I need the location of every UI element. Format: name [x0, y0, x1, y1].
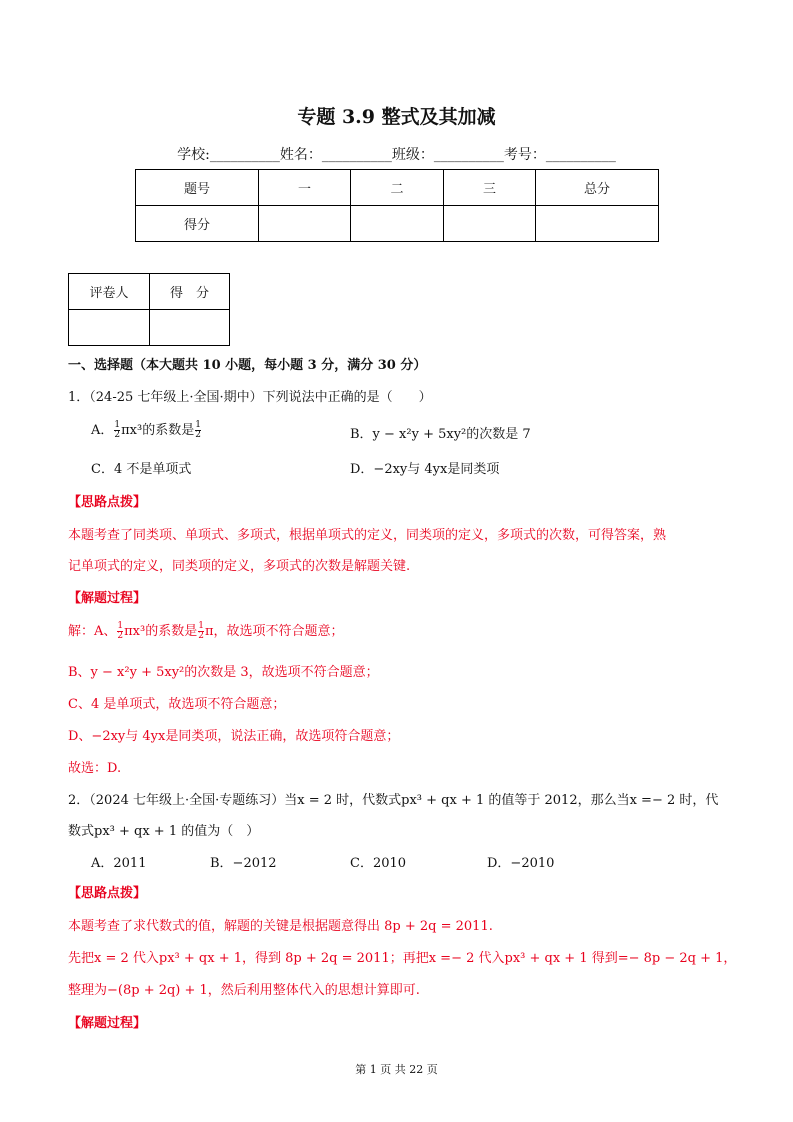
hint-text: 记单项式的定义，同类项的定义，多项式的次数是解题关键.: [68, 559, 411, 574]
question-2-option-c: C．2010: [350, 856, 407, 871]
question-2-stem: 2．（2024 七年级上·全国·专题练习）当x = 2 时，代数式px³ + qx + 1 的值等于 2012，那么当x =− 2 时，代: [68, 793, 719, 808]
score-cell[interactable]: [444, 206, 536, 242]
hint-label: 【思路点拨】: [68, 495, 147, 510]
hint-text: 本题考查了求代数式的值，解题的关键是根据题意得出 8p + 2q = 2011.: [68, 919, 493, 934]
solution-label: 【解题过程】: [68, 1016, 147, 1031]
solution-line: 故选：D.: [68, 761, 122, 776]
score-table: [135, 169, 659, 242]
score-header-cell: 总分: [536, 170, 659, 206]
solution-line: 解：A、 $\frac{1}{2}$ πx³的系数是 $\frac{1}{2}$ π，故选项不符合题意；: [68, 621, 344, 641]
grader-cell[interactable]: [69, 310, 150, 346]
solution-line: B、y − x²y + 5xy²的次数是 3，故选项不符合题意；: [68, 665, 379, 680]
question-1-option-b: B．y − x²y + 5xy²的次数是 7: [350, 427, 531, 442]
score-header-cell: 二: [351, 170, 444, 206]
solution-label: 【解题过程】: [68, 591, 147, 606]
score-cell[interactable]: [536, 206, 659, 242]
hint-label: 【思路点拨】: [68, 886, 147, 901]
grader-header: 评卷人: [69, 274, 150, 310]
question-1-stem: 1．（24-25 七年级上·全国·期中）下列说法中正确的是（ ）: [68, 390, 432, 405]
solution-line: C、4 是单项式，故选项不符合题意；: [68, 697, 286, 712]
student-info-line: 学校:__________姓名：__________班级：__________考号：__________: [177, 147, 616, 163]
score-header-cell: 题号: [136, 170, 259, 206]
hint-text: 先把x = 2 代入px³ + qx + 1，得到 8p + 2q = 2011；再把x =− 2 代入px³ + qx + 1 得到=− 8p − 2q + 1，: [68, 951, 737, 966]
score-cell[interactable]: [259, 206, 351, 242]
question-2-option-b: B．−2012: [210, 856, 277, 871]
hint-text: 本题考查了同类项、单项式、多项式，根据单项式的定义，同类项的定义，多项式的次数，可得答案，熟: [68, 528, 667, 543]
page-footer: 第 1 页 共 22 页: [355, 1063, 438, 1076]
fraction: $\frac{1}{2}$: [117, 621, 124, 641]
page-title: 专题 3.9 整式及其加减: [297, 106, 496, 128]
option-a-prefix: A．: [91, 423, 114, 438]
fraction: $\frac{1}{2}$: [195, 420, 201, 440]
score-header-cell: 三: [444, 170, 536, 206]
question-1-option-d: D．−2xy与 4yx是同类项: [350, 462, 500, 477]
fraction: $\frac{1}{2}$: [114, 420, 121, 440]
question-1-option-c: C．4 不是单项式: [91, 462, 192, 477]
grader-table: [68, 273, 230, 346]
option-a-text: πx³的系数是: [121, 423, 195, 438]
section-heading: 一、选择题（本大题共 10 小题，每小题 3 分，满分 30 分）: [68, 358, 427, 373]
question-2-option-a: A．2011: [91, 856, 147, 871]
score-cell[interactable]: [150, 310, 230, 346]
question-2-stem: 数式px³ + qx + 1 的值为（ ）: [68, 824, 260, 839]
hint-text: 整理为−(8p + 2q) + 1，然后利用整体代入的思想计算即可.: [68, 983, 420, 998]
score-row-label: 得分: [136, 206, 259, 242]
question-1-option-a: [91, 419, 202, 440]
fraction: $\frac{1}{2}$: [198, 621, 204, 641]
score-header-cell: 一: [259, 170, 351, 206]
score-header: 得 分: [150, 274, 230, 310]
solution-line: D、−2xy与 4yx是同类项，说法正确，故选项符合题意；: [68, 729, 400, 744]
question-2-option-d: D．−2010: [487, 856, 555, 871]
score-cell[interactable]: [351, 206, 444, 242]
